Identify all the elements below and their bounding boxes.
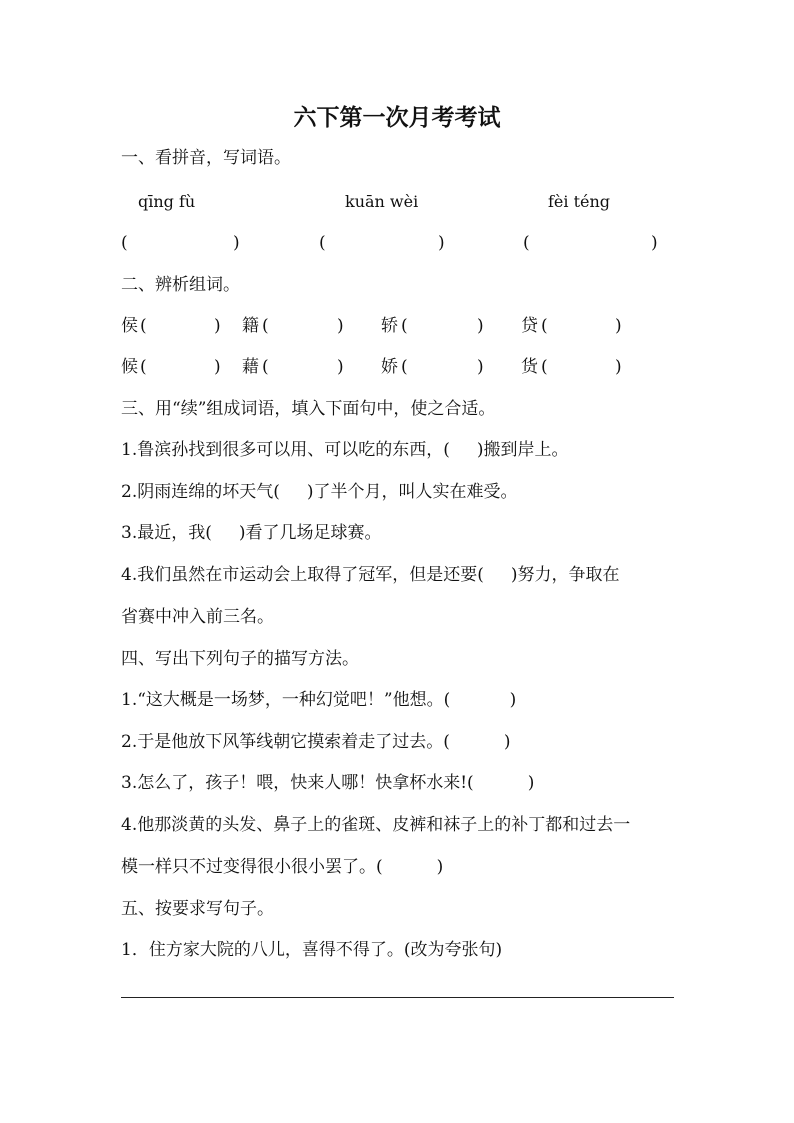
paren-close: ): [477, 316, 484, 336]
pinyin-1: qīng fù: [138, 192, 196, 211]
section-4-question-2: 2.于是他放下风筝线朝它摸索着走了过去。( ): [121, 732, 511, 752]
char-row1-2: 籍: [242, 316, 259, 336]
paren-open: (: [541, 357, 548, 377]
char-row1-4: 贷: [521, 316, 538, 336]
blank-close-2: ): [438, 233, 445, 253]
section-2-heading: 二、辨析组词。: [121, 275, 240, 295]
paren-close: ): [214, 357, 221, 377]
char-row2-1: 候: [121, 357, 138, 377]
paren-open: (: [140, 316, 147, 336]
paren-open: (: [541, 316, 548, 336]
section-4-question-1: 1.“这大概是一场梦，一种幻觉吧！”他想。( ): [121, 690, 517, 710]
section-4-question-4-line-2: 模一样只不过变得很小很小罢了。( ): [121, 857, 444, 877]
section-3-question-4-line-1: 4.我们虽然在市运动会上取得了冠军，但是还要( )努力，争取在: [121, 565, 620, 585]
pinyin-3: fèi téng: [548, 192, 611, 211]
char-row2-3: 娇: [381, 357, 398, 377]
paren-close: ): [214, 316, 221, 336]
paren-open: (: [262, 357, 269, 377]
section-5-heading: 五、按要求写句子。: [121, 899, 274, 919]
char-row2-4: 货: [521, 357, 538, 377]
section-3-question-4-line-2: 省赛中冲入前三名。: [121, 607, 274, 627]
paren-open: (: [401, 357, 408, 377]
blank-close-3: ): [651, 233, 658, 253]
char-row2-2: 藉: [242, 357, 259, 377]
char-row1-3: 轿: [381, 316, 398, 336]
section-3-question-1: 1.鲁滨孙找到很多可以用、可以吃的东西，( )搬到岸上。: [121, 440, 569, 460]
paren-open: (: [140, 357, 147, 377]
paren-close: ): [615, 357, 622, 377]
blank-open-3: (: [523, 233, 530, 253]
section-3-question-3: 3.最近，我( )看了几场足球赛。: [121, 523, 382, 543]
section-4-heading: 四、写出下列句子的描写方法。: [121, 649, 359, 669]
paren-close: ): [337, 357, 344, 377]
answer-line[interactable]: [121, 997, 674, 998]
blank-open-1: (: [121, 233, 128, 253]
pinyin-2: kuān wèi: [345, 192, 419, 211]
section-4-question-3: 3.怎么了，孩子！喂，快来人哪！快拿杯水来!( ): [121, 773, 535, 793]
paren-open: (: [262, 316, 269, 336]
blank-open-2: (: [319, 233, 326, 253]
section-5-question-1: 1．住方家大院的八儿，喜得不得了。(改为夸张句): [121, 940, 503, 960]
section-4-question-4-line-1: 4.他那淡黄的头发、鼻子上的雀斑、皮裤和袜子上的补丁都和过去一: [121, 815, 631, 835]
section-3-question-2: 2.阴雨连绵的坏天气( )了半个月，叫人实在难受。: [121, 482, 518, 502]
paren-close: ): [615, 316, 622, 336]
paren-close: ): [337, 316, 344, 336]
paren-close: ): [477, 357, 484, 377]
section-1-heading: 一、看拼音，写词语。: [121, 148, 291, 168]
blank-close-1: ): [233, 233, 240, 253]
char-row1-1: 侯: [121, 316, 138, 336]
section-3-heading: 三、用“续”组成词语，填入下面句中，使之合适。: [121, 399, 496, 419]
exam-title: 六下第一次月考考试: [293, 105, 501, 131]
paren-open: (: [401, 316, 408, 336]
